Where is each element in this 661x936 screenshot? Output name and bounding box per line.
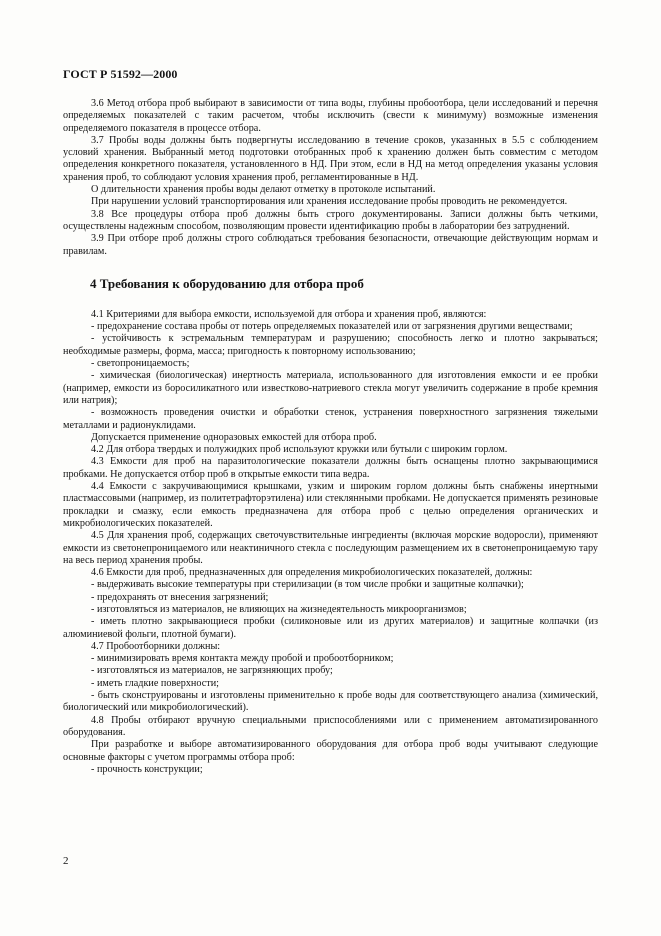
- paragraph-3-7: 3.7 Пробы воды должны быть подвергнуты исследованию в течение сроков, указанных в 5.5 с соблюдением условий хранения. Выбранный метод подготовки отобранных проб к хранению должен быть совместим с методом определения конкретного показателя, установленного в НД. При этом, если в НД на метод определения указаны условия хранения проб, то соблюдают условия хранения проб, регламентированные в НД.: [63, 134, 598, 183]
- paragraph-storage-note: О длительности хранения пробы воды делают отметку в протоколе испытаний.: [91, 184, 436, 196]
- paragraph-4-1: 4.1 Критериями для выбора емкости, используемой для отбора и хранения проб, являются:: [91, 308, 487, 320]
- paragraph-4-4: 4.4 Емкости с закручивающимися крышками, узким и широким горлом должны быть снабжены инертными пластмассовыми (например, из политетрафторэтилена) или стеклянными пробками. Не допускается применять резиновые прокладки и смазку, если емкость предназначена для отбора проб с целью определения органических и микробиологических показателей.: [63, 481, 598, 529]
- list-item: - изготовляться из материалов, не загрязняющих пробу;: [91, 665, 333, 677]
- list-item: - минимизировать время контакта между пробой и пробоотборником;: [91, 653, 394, 665]
- list-item: - иметь гладкие поверхности;: [91, 677, 219, 689]
- paragraph-4-5: 4.5 Для хранения проб, содержащих светочувствительные ингредиенты (включая морские водоросли), применяют емкости из светонепроницаемого или неактиничного стекла с последующим размещением их в светонепроницаемую тару на весь период хранения пробы.: [63, 530, 598, 566]
- paragraph-4-3: 4.3 Емкости для проб на паразитологические показатели должны быть оснащены плотно закрывающимися пробками. Не допускается отбор проб в открытые емкости типа ведра.: [63, 456, 598, 480]
- list-item: - возможность проведения очистки и обработки стенок, устранения поверхностного загрязнения тяжелыми металлами и радионуклидами.: [63, 407, 598, 431]
- paragraph-3-8: 3.8 Все процедуры отбора проб должны быть строго документированы. Записи должны быть четкими, осуществлены надежным способом, позволяющим провести идентификацию пробы в лаборатории без затруднений.: [63, 208, 598, 232]
- list-item: - устойчивость к эстремальным температурам и разрушению; способность легко и плотно закрываться; необходимые размеры, форма, масса; пригодность к повторному использованию;: [63, 333, 598, 357]
- paragraph-3-9: 3.9 При отборе проб должны строго соблюдаться требования безопасности, отвечающие действующим нормам и правилам.: [63, 233, 598, 257]
- document-id-header: ГОСТ Р 51592—2000: [63, 67, 178, 81]
- section-heading: 4 Требования к оборудованию для отбора проб: [90, 275, 364, 291]
- page-number: 2: [63, 855, 69, 867]
- document-body: [63, 98, 598, 776]
- list-item: - изготовляться из материалов, не влияющих на жизнедеятельность микроорганизмов;: [91, 603, 467, 615]
- list-item: - предохранять от внесения загрязнений;: [91, 591, 269, 603]
- list-item: - иметь плотно закрывающиеся пробки (силиконовые или из других материалов) и защитные колпачки (из алюминиевой фольги, плотной бумаги).: [63, 616, 598, 640]
- list-item: - выдерживать высокие температуры при стерилизации (в том числе пробки и защитные колпачки);: [91, 579, 524, 591]
- list-item: - быть сконструированы и изготовлены применительно к пробе воды для соответствующего анализа (химический, биологический или микробиологический).: [63, 690, 598, 714]
- paragraph-4-8: 4.8 Пробы отбирают вручную специальными приспособлениями или с применением автоматизированного оборудования.: [63, 714, 598, 738]
- paragraph-disposable-note: Допускается применение одноразовых емкостей для отбора проб.: [91, 431, 377, 443]
- paragraph-4-7: 4.7 Пробоотборники должны:: [91, 640, 221, 652]
- list-item: - химическая (биологическая) инертность материала, использованного для изготовления емкости и ее пробки (например, емкости из боросиликатного или известково-натриевого стекла могут увеличить содержание в пробе кремния или натрия);: [63, 370, 598, 406]
- list-item: - прочность конструкции;: [91, 763, 203, 775]
- paragraph-automation-factors: При разработке и выборе автоматизированного оборудования для отбора проб воды учитывают следующие основные факторы с учетом программы отбора проб:: [63, 739, 598, 763]
- list-item: - светопроницаемость;: [91, 358, 190, 370]
- list-item: - предохранение состава пробы от потерь определяемых показателей или от загрязнения другими веществами;: [91, 321, 573, 333]
- paragraph-transport-note: При нарушении условий транспортирования или хранения исследование пробы проводить не рекомендуется.: [91, 196, 568, 208]
- paragraph-4-6: 4.6 Емкости для проб, предназначенных для определения микробиологических показателей, должны:: [91, 567, 533, 579]
- paragraph-3-6: 3.6 Метод отбора проб выбирают в зависимости от типа воды, глубины пробоотбора, цели исследований и перечня определяемых показателей с таким расчетом, чтобы исключить (свести к минимуму) возможные изменения определяемого показателя в процессе отбора.: [63, 98, 598, 134]
- paragraph-4-2: 4.2 Для отбора твердых и полужидких проб используют кружки или бутыли с широким горлом.: [91, 444, 508, 456]
